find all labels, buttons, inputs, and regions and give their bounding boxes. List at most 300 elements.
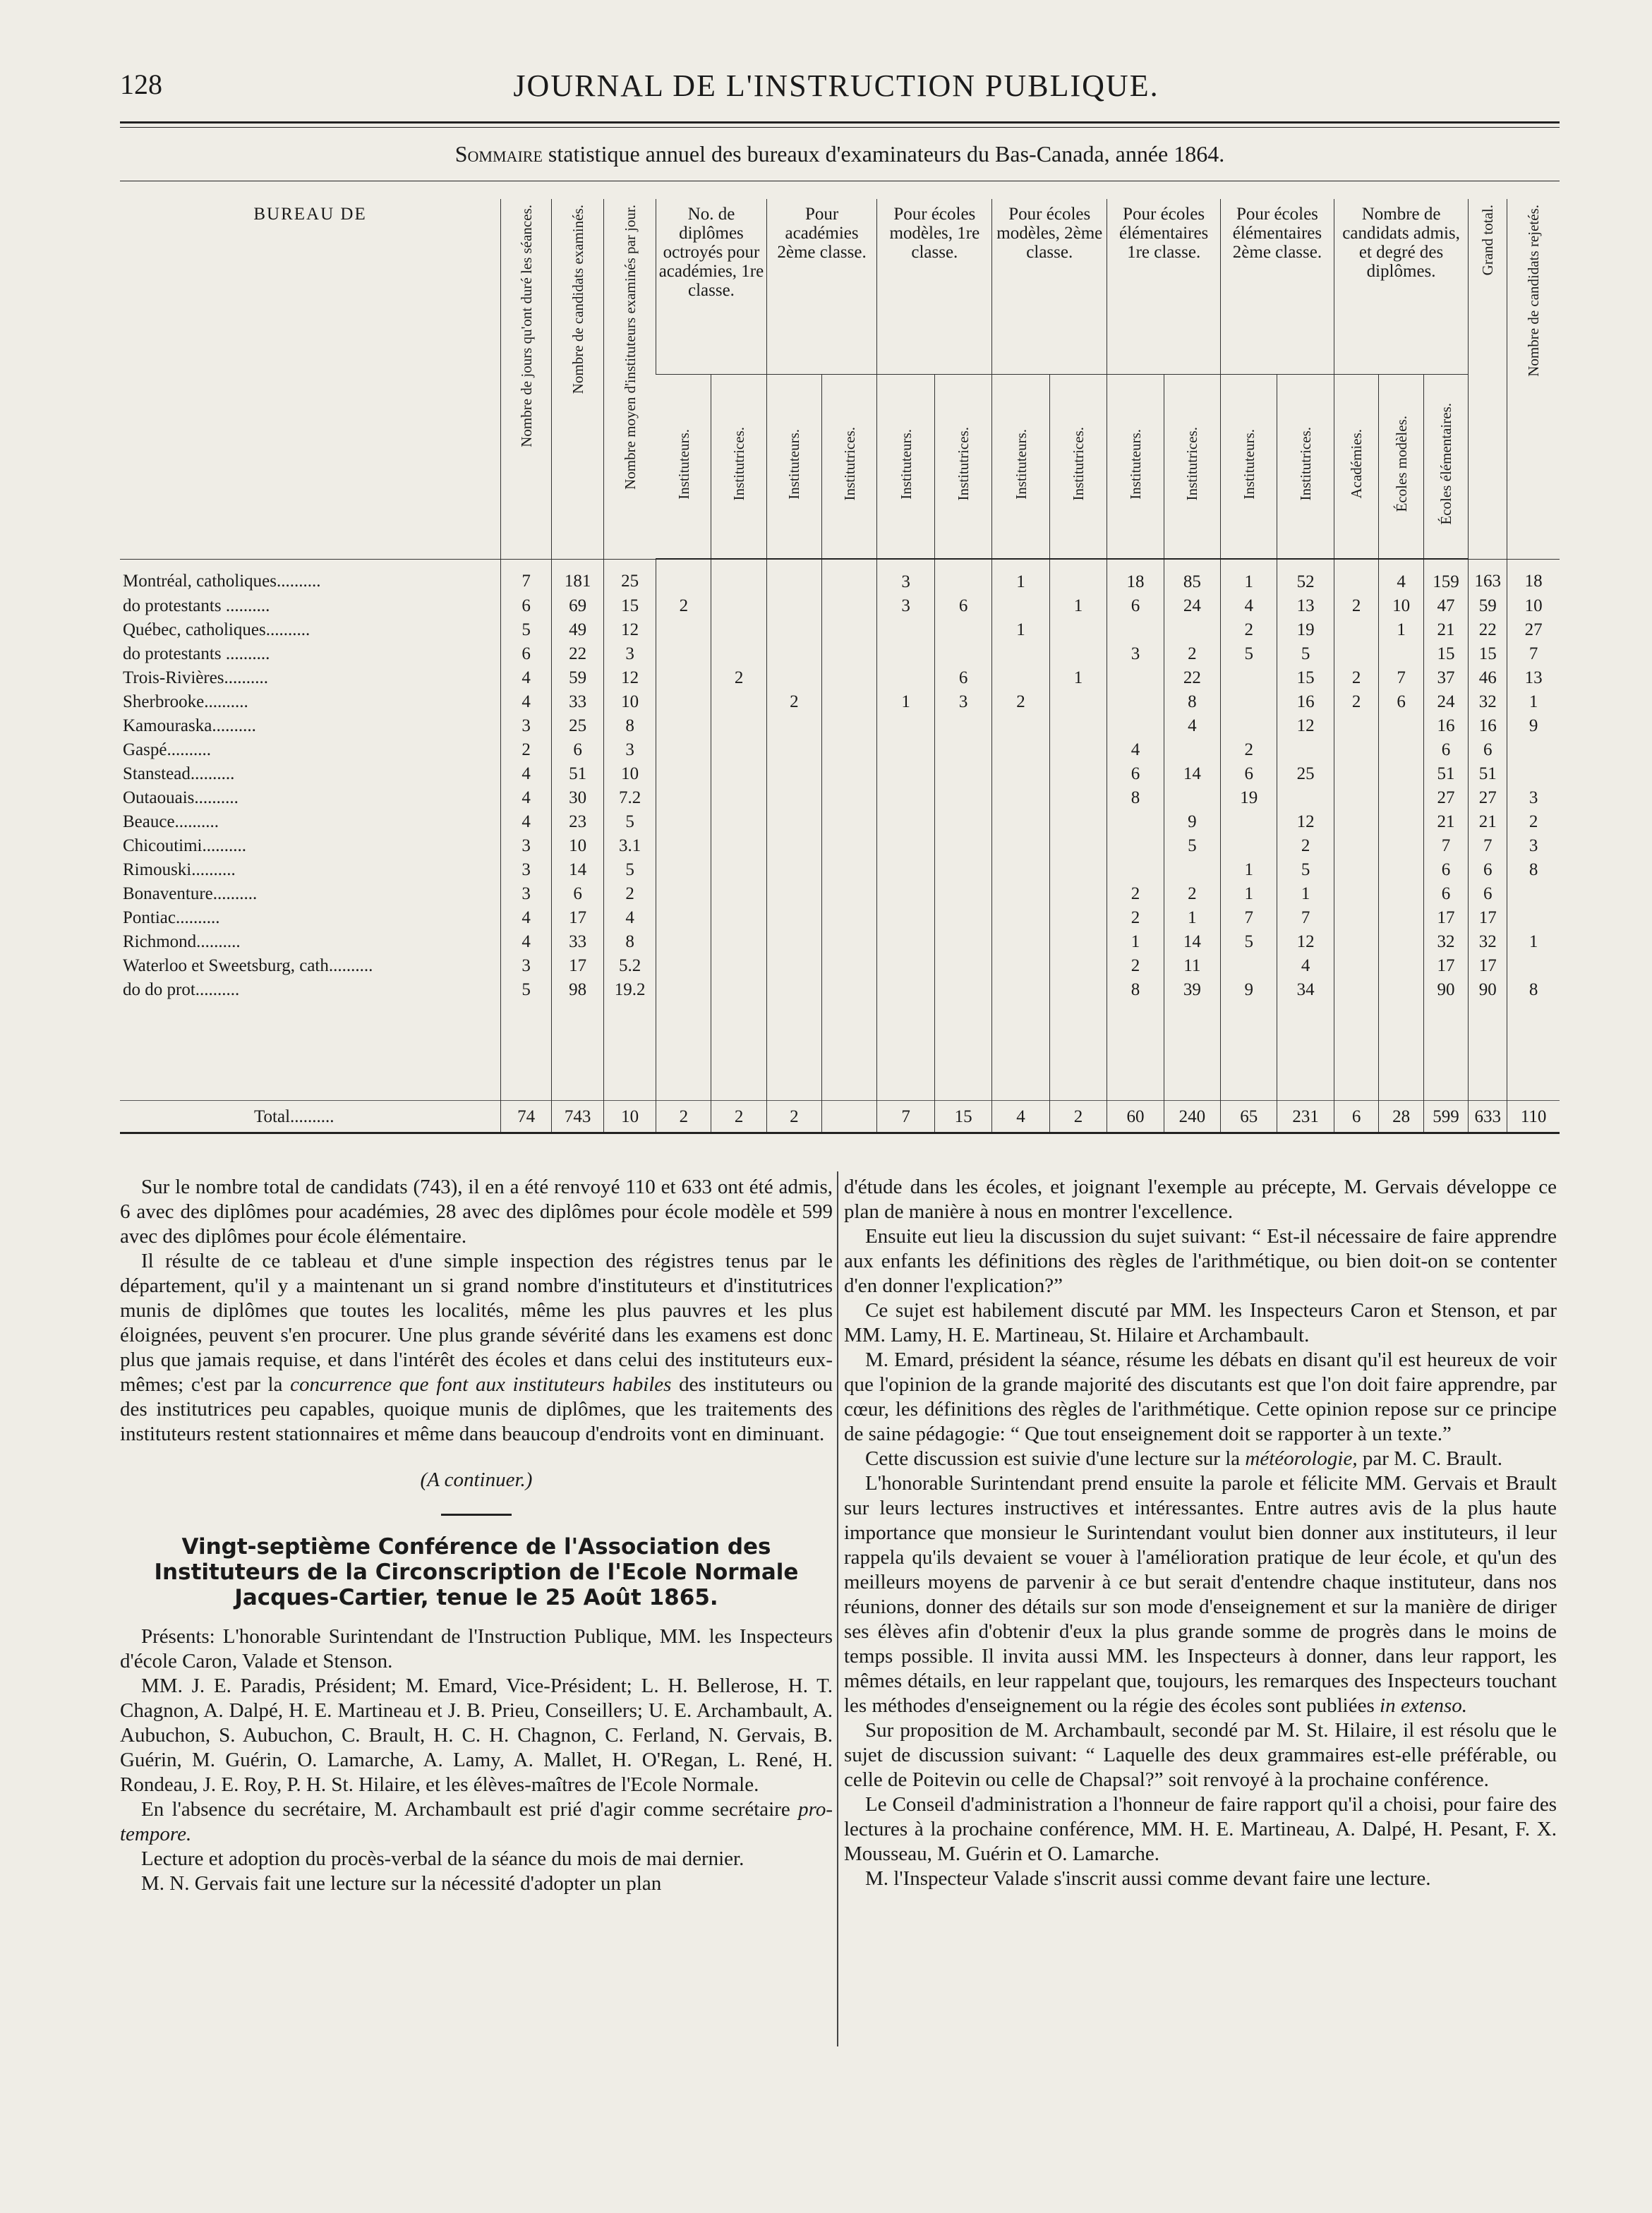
cell xyxy=(822,929,877,953)
cell: 5 xyxy=(1277,857,1334,881)
rejected-header: Nombre de candidats rejetés. xyxy=(1507,199,1560,559)
cell xyxy=(1379,641,1423,665)
cell: 59 xyxy=(552,665,604,689)
paragraph: Ensuite eut lieu la discussion du sujet suivant: “ Est-il nécessaire de faire apprendre aux enfants les définitions des règles de l'arithmétique, ou bien doit-on se contenter d'en donner l'explication?” xyxy=(844,1225,1557,1297)
cell xyxy=(992,665,1049,689)
table-title-rest: statistique annuel des bureaux d'examinateurs du Bas-Canada, année 1864. xyxy=(542,141,1225,167)
bureau-name: Sherbrooke.......... xyxy=(123,692,248,711)
sub-institutrices: Institutrices. xyxy=(711,375,766,560)
cell xyxy=(822,713,877,737)
cell xyxy=(1379,785,1423,809)
total-cell: 28 xyxy=(1379,1101,1423,1133)
cell: 4 xyxy=(501,665,552,689)
cell xyxy=(877,737,934,761)
cell: 4 xyxy=(1277,953,1334,977)
cell xyxy=(822,977,877,1001)
table-row xyxy=(120,809,1560,833)
cell xyxy=(711,881,766,905)
cell: 3 xyxy=(934,689,991,713)
cell xyxy=(656,641,711,665)
cell xyxy=(822,833,877,857)
section-rule xyxy=(441,1514,512,1516)
cell: 5 xyxy=(604,857,656,881)
cell xyxy=(822,881,877,905)
bureau-name: Beauce.......... xyxy=(123,812,219,831)
cell: 8 xyxy=(604,929,656,953)
cell xyxy=(711,809,766,833)
group-academies-1: No. de diplômes octroyés pour académies, 1re classe. xyxy=(656,199,767,375)
cell xyxy=(766,977,821,1001)
cell: 6 xyxy=(552,737,604,761)
cell xyxy=(822,785,877,809)
cell xyxy=(877,785,934,809)
total-cell: 633 xyxy=(1469,1101,1507,1133)
cell xyxy=(1049,559,1107,593)
cell: 21 xyxy=(1469,809,1507,833)
paragraph: Sur le nombre total de candidats (743), il en a été renvoyé 110 et 633 ont été admis, 6 avec des diplômes pour académies, 28 avec des diplômes pour école modèle et 599 avec des diplômes pour école élémentaire. xyxy=(120,1176,833,1248)
cell xyxy=(877,881,934,905)
total-cell: 599 xyxy=(1423,1101,1469,1133)
cell: 3 xyxy=(1507,785,1560,809)
cell: 4 xyxy=(1379,559,1423,593)
table-row xyxy=(120,593,1560,617)
cell xyxy=(711,593,766,617)
cell: 15 xyxy=(1277,665,1334,689)
cell: 8 xyxy=(1107,977,1164,1001)
cell xyxy=(877,905,934,929)
table-row xyxy=(120,857,1560,881)
cell: 16 xyxy=(1423,713,1469,737)
cell xyxy=(656,857,711,881)
cell: 13 xyxy=(1507,665,1560,689)
cell xyxy=(877,809,934,833)
cell xyxy=(711,737,766,761)
cell xyxy=(1379,977,1423,1001)
cell xyxy=(934,713,991,737)
sub-instituteurs: Instituteurs. xyxy=(1221,375,1277,560)
cell: 6 xyxy=(1469,881,1507,905)
cell xyxy=(711,905,766,929)
sub-instituteurs: Instituteurs. xyxy=(1107,375,1164,560)
cell: 17 xyxy=(1469,953,1507,977)
cell: 6 xyxy=(552,881,604,905)
sub-institutrices: Institutrices. xyxy=(1164,375,1220,560)
cell xyxy=(934,737,991,761)
paragraph: En l'absence du secrétaire, M. Archambault est prié d'agir comme secrétaire pro-tempore. xyxy=(120,1798,833,1845)
cell xyxy=(1334,559,1378,593)
paragraph: Ce sujet est habilement discuté par MM. les Inspecteurs Caron et Stenson, et par MM. Lamy, H. E. Martineau, St. Hilaire et Archambault. xyxy=(844,1299,1557,1346)
cell xyxy=(992,977,1049,1001)
cell xyxy=(656,617,711,641)
cell: 14 xyxy=(1164,929,1220,953)
cell xyxy=(766,593,821,617)
bureau-name: Kamouraska.......... xyxy=(123,716,256,735)
group-modeles-1: Pour écoles modèles, 1re classe. xyxy=(877,199,992,375)
cell: 2 xyxy=(1277,833,1334,857)
cell: 1 xyxy=(1049,593,1107,617)
cell xyxy=(1379,809,1423,833)
cell xyxy=(1049,689,1107,713)
cell: 7 xyxy=(1221,905,1277,929)
cell xyxy=(1379,737,1423,761)
cell: 7 xyxy=(501,559,552,593)
cell xyxy=(822,857,877,881)
cell xyxy=(1334,905,1378,929)
cell: 6 xyxy=(1469,737,1507,761)
cell xyxy=(711,689,766,713)
cell: 46 xyxy=(1469,665,1507,689)
group-academies-2: Pour académies 2ème classe. xyxy=(766,199,877,375)
cell xyxy=(656,785,711,809)
cell: 8 xyxy=(1164,689,1220,713)
cell xyxy=(822,809,877,833)
cell: 4 xyxy=(501,809,552,833)
cell xyxy=(992,809,1049,833)
cell: 2 xyxy=(501,737,552,761)
bureau-name: Bonaventure.......... xyxy=(123,884,258,903)
continuation-note: (A continuer.) xyxy=(420,1469,533,1491)
cell xyxy=(1049,737,1107,761)
total-cell: 65 xyxy=(1221,1101,1277,1133)
cell xyxy=(1221,689,1277,713)
cell: 1 xyxy=(1221,857,1277,881)
cell xyxy=(711,953,766,977)
cell xyxy=(656,665,711,689)
paragraph: M. N. Gervais fait une lecture sur la nécessité d'adopter un plan xyxy=(141,1872,662,1895)
cell xyxy=(656,713,711,737)
cell: 1 xyxy=(992,617,1049,641)
cell: 32 xyxy=(1423,929,1469,953)
cell: 90 xyxy=(1423,977,1469,1001)
cell xyxy=(992,761,1049,785)
cell: 33 xyxy=(552,929,604,953)
cell: 25 xyxy=(1277,761,1334,785)
bureau-name: Richmond.......... xyxy=(123,931,241,951)
cell xyxy=(877,665,934,689)
cell: 1 xyxy=(1221,559,1277,593)
table-row xyxy=(120,617,1560,641)
cell: 4 xyxy=(1164,713,1220,737)
cell: 16 xyxy=(1469,713,1507,737)
cell: 51 xyxy=(552,761,604,785)
total-cell: 60 xyxy=(1107,1101,1164,1133)
cell xyxy=(1334,881,1378,905)
bureau-header: BUREAU DE xyxy=(120,199,501,559)
header-rule xyxy=(120,121,1560,123)
cell xyxy=(934,641,991,665)
cell: 16 xyxy=(1277,689,1334,713)
cell: 159 xyxy=(1423,559,1469,593)
cell: 14 xyxy=(552,857,604,881)
sub-institutrices: Institutrices. xyxy=(1049,375,1107,560)
cell: 1 xyxy=(1379,617,1423,641)
cell: 22 xyxy=(1469,617,1507,641)
cell xyxy=(656,737,711,761)
cell: 4 xyxy=(501,689,552,713)
cell xyxy=(934,809,991,833)
cell xyxy=(766,641,821,665)
cell: 3 xyxy=(501,857,552,881)
cell: 163 xyxy=(1469,559,1507,593)
total-cell: 7 xyxy=(877,1101,934,1133)
cell: 3 xyxy=(1107,641,1164,665)
cell xyxy=(1049,809,1107,833)
cell xyxy=(934,929,991,953)
bureau-name: Montréal, catholiques.......... xyxy=(123,572,321,591)
cell: 2 xyxy=(1107,905,1164,929)
cell xyxy=(1334,617,1378,641)
column-divider xyxy=(837,1171,838,2046)
cell: 4 xyxy=(1107,737,1164,761)
cell xyxy=(992,929,1049,953)
cell xyxy=(711,641,766,665)
left-column xyxy=(120,1175,833,1896)
cell: 11 xyxy=(1164,953,1220,977)
cell xyxy=(992,953,1049,977)
table-row xyxy=(120,689,1560,713)
cell: 15 xyxy=(1469,641,1507,665)
cell xyxy=(711,559,766,593)
cell xyxy=(1379,905,1423,929)
cell: 2 xyxy=(1334,665,1378,689)
bureau-name: Québec, catholiques.......... xyxy=(123,620,310,639)
cell: 14 xyxy=(1164,761,1220,785)
cell: 23 xyxy=(552,809,604,833)
total-cell xyxy=(822,1101,877,1133)
table-row xyxy=(120,559,1560,593)
cell xyxy=(1334,761,1378,785)
cell: 47 xyxy=(1423,593,1469,617)
cell xyxy=(822,905,877,929)
cell xyxy=(1107,617,1164,641)
cell xyxy=(992,905,1049,929)
cell: 1 xyxy=(877,689,934,713)
cell: 49 xyxy=(552,617,604,641)
cell: 4 xyxy=(501,929,552,953)
cell: 24 xyxy=(1164,593,1220,617)
table-row xyxy=(120,881,1560,905)
table-body xyxy=(120,559,1560,1133)
cell: 2 xyxy=(992,689,1049,713)
sub-institutrices: Institutrices. xyxy=(934,375,991,560)
cell xyxy=(1107,713,1164,737)
cell xyxy=(1049,881,1107,905)
cell: 1 xyxy=(1221,881,1277,905)
cell: 2 xyxy=(604,881,656,905)
cell: 52 xyxy=(1277,559,1334,593)
paragraph: M. Emard, président la séance, résume les débats en disant qu'il est heureux de voir que l'opinion de la grande majorité des discutants est que l'on doit faire apprendre, par cœur, les définitions des règles de l'arithmétique. Cette opinion repose sur ce principe de saine pédagogie: “ Que tout enseignement doit se rapporter à un texte.” xyxy=(844,1349,1557,1445)
cell: 7 xyxy=(1507,641,1560,665)
table-row xyxy=(120,785,1560,809)
paragraph: d'étude dans les écoles, et joignant l'exemple au précepte, M. Gervais développe ce plan de manière à nous en montrer l'excellence. xyxy=(844,1176,1557,1223)
cell xyxy=(711,785,766,809)
total-cell: 2 xyxy=(656,1101,711,1133)
cell: 30 xyxy=(552,785,604,809)
cell: 6 xyxy=(934,593,991,617)
sub-instituteurs: Instituteurs. xyxy=(766,375,821,560)
cell: 12 xyxy=(1277,809,1334,833)
cell: 7 xyxy=(1277,905,1334,929)
cell xyxy=(1221,833,1277,857)
cell xyxy=(1277,737,1334,761)
cell: 19 xyxy=(1277,617,1334,641)
cell: 6 xyxy=(1379,689,1423,713)
cell xyxy=(992,593,1049,617)
cell xyxy=(711,713,766,737)
cell: 1 xyxy=(1277,881,1334,905)
header-rule-thin xyxy=(120,127,1560,128)
cell: 5 xyxy=(1164,833,1220,857)
cell xyxy=(877,857,934,881)
cell xyxy=(656,977,711,1001)
cell xyxy=(877,617,934,641)
cell xyxy=(1107,809,1164,833)
table-title xyxy=(120,141,1560,167)
grand-total-header: Grand total. xyxy=(1469,199,1507,559)
cell: 32 xyxy=(1469,929,1507,953)
cell: 6 xyxy=(934,665,991,689)
cell xyxy=(1379,713,1423,737)
cell: 10 xyxy=(1379,593,1423,617)
cell: 9 xyxy=(1507,713,1560,737)
cell xyxy=(1379,953,1423,977)
cell xyxy=(1107,833,1164,857)
cell: 2 xyxy=(1221,617,1277,641)
paragraph: Présents: L'honorable Surintendant de l'Instruction Publique, MM. les Inspecteurs d'école Caron, Valade et Stenson. xyxy=(120,1625,833,1672)
cell xyxy=(1107,857,1164,881)
cell xyxy=(1334,713,1378,737)
cell xyxy=(1049,713,1107,737)
italic-phrase: in extenso. xyxy=(1380,1694,1468,1717)
cell: 90 xyxy=(1469,977,1507,1001)
bureau-name: do do prot.......... xyxy=(123,979,240,999)
cell xyxy=(934,617,991,641)
cell: 6 xyxy=(1469,857,1507,881)
cell: 3 xyxy=(877,559,934,593)
cell: 3 xyxy=(501,713,552,737)
cell xyxy=(766,713,821,737)
cell xyxy=(992,785,1049,809)
total-cell: 10 xyxy=(604,1101,656,1133)
cell xyxy=(711,929,766,953)
cell xyxy=(1049,833,1107,857)
cell: 5 xyxy=(1277,641,1334,665)
cell xyxy=(766,559,821,593)
cell xyxy=(1221,665,1277,689)
cell: 18 xyxy=(1107,559,1164,593)
cell xyxy=(656,881,711,905)
cell: 2 xyxy=(1507,809,1560,833)
cell: 4 xyxy=(501,905,552,929)
cell xyxy=(1334,785,1378,809)
statistics-table xyxy=(120,199,1560,1134)
total-row xyxy=(120,1101,1560,1133)
cell: 22 xyxy=(552,641,604,665)
cell: 9 xyxy=(1164,809,1220,833)
cell: 5 xyxy=(501,617,552,641)
sub-academies: Académies. xyxy=(1334,375,1378,560)
cell: 98 xyxy=(552,977,604,1001)
cell xyxy=(656,905,711,929)
total-cell: 231 xyxy=(1277,1101,1334,1133)
table-row xyxy=(120,713,1560,737)
table-title-smallcaps: Sommaire xyxy=(454,141,543,167)
italic-phrase: pro-tempore. xyxy=(120,1798,833,1845)
cell xyxy=(992,713,1049,737)
cell: 6 xyxy=(1107,593,1164,617)
cell: 18 xyxy=(1507,559,1560,593)
cell: 3 xyxy=(604,641,656,665)
cell xyxy=(934,953,991,977)
cell: 12 xyxy=(604,617,656,641)
table-row xyxy=(120,905,1560,929)
italic-phrase: concurrence que font aux instituteurs habiles xyxy=(290,1373,672,1396)
table-row xyxy=(120,977,1560,1001)
cell xyxy=(1049,617,1107,641)
group-modeles-2: Pour écoles modèles, 2ème classe. xyxy=(992,199,1107,375)
total-cell: 743 xyxy=(552,1101,604,1133)
group-elementaires-2: Pour écoles élémentaires 2ème classe. xyxy=(1221,199,1334,375)
cell: 17 xyxy=(1423,953,1469,977)
cell xyxy=(1507,737,1560,761)
cell: 3.1 xyxy=(604,833,656,857)
paragraph: Sur proposition de M. Archambault, secondé par M. St. Hilaire, il est résolu que le sujet de discussion suivant: “ Laquelle des deux grammaires est-elle préférable, ou celle de Poitevin ou celle de Chapsal?” soit renvoyé à la prochaine conférence. xyxy=(844,1719,1557,1791)
cell: 17 xyxy=(1469,905,1507,929)
cell xyxy=(877,713,934,737)
cell xyxy=(877,641,934,665)
cell: 19 xyxy=(1221,785,1277,809)
cell xyxy=(1049,641,1107,665)
cell: 27 xyxy=(1423,785,1469,809)
cell xyxy=(711,977,766,1001)
cell: 8 xyxy=(1507,977,1560,1001)
cell xyxy=(1334,929,1378,953)
cell xyxy=(1049,953,1107,977)
cell xyxy=(1379,881,1423,905)
cell: 10 xyxy=(1507,593,1560,617)
cell xyxy=(1334,977,1378,1001)
cell: 5 xyxy=(1221,929,1277,953)
cell: 17 xyxy=(552,953,604,977)
cell: 6 xyxy=(1423,881,1469,905)
cell xyxy=(992,857,1049,881)
cell: 2 xyxy=(1107,953,1164,977)
cell: 1 xyxy=(992,559,1049,593)
cell xyxy=(766,617,821,641)
cell: 3 xyxy=(501,953,552,977)
cell xyxy=(766,929,821,953)
cell: 3 xyxy=(604,737,656,761)
total-cell: 2 xyxy=(766,1101,821,1133)
paragraph: L'honorable Surintendant prend ensuite la parole et félicite MM. Gervais et Brault sur leurs lectures instructives et intéressantes. Entre autres avis de la plus haute importance que monsieur le Surintendant voulut bien donner aux instituteurs, il leur rappela qu'ils devaient se vouer à l'amélioration pratique de leur école, et qu'un des meilleurs moyens de parvenir à ce but serait d'entendre chaque instituteur, dans nos réunions, donner des détails sur son mode d'enseignement et sur la manière de diriger ses élèves afin d'obtenir d'eux la plus grande somme de progrès dans le moins de temps possible. Il invita aussi MM. les Inspecteurs à donner, dans leur rapport, les mêmes détails, en leur rappelant que, toujours, les remarques des Inspecteurs touchant les méthodes d'enseignement ou la régie des écoles sont publiées in extenso. xyxy=(844,1472,1557,1717)
cell xyxy=(1049,929,1107,953)
cell xyxy=(1164,785,1220,809)
cell xyxy=(1164,617,1220,641)
group-admis: Nombre de candidats admis, et degré des diplômes. xyxy=(1334,199,1468,375)
page-number: 128 xyxy=(120,68,162,100)
table-row xyxy=(120,665,1560,689)
cell: 7 xyxy=(1379,665,1423,689)
cell xyxy=(877,977,934,1001)
bureau-name: Outaouais.......... xyxy=(123,788,239,807)
cell: 59 xyxy=(1469,593,1507,617)
cell xyxy=(1277,785,1334,809)
cell: 2 xyxy=(766,689,821,713)
cell: 21 xyxy=(1423,809,1469,833)
cell xyxy=(1334,833,1378,857)
cell xyxy=(766,833,821,857)
cell xyxy=(934,761,991,785)
